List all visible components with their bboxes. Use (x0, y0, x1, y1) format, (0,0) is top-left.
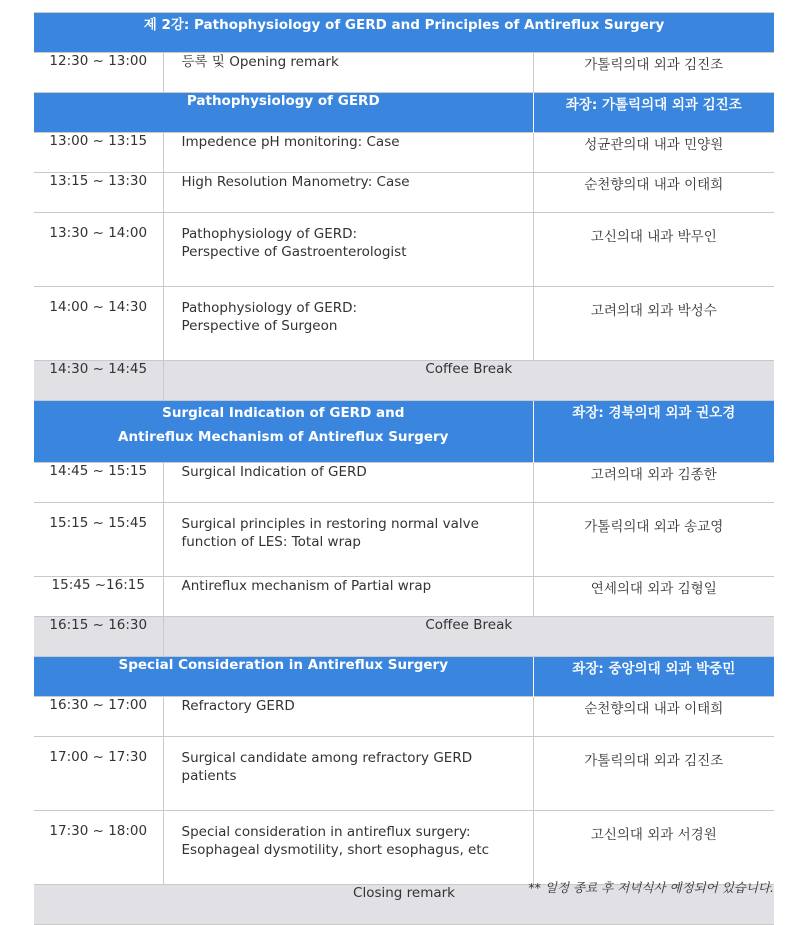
schedule-row (34, 811, 774, 885)
session-speaker: 고려의대 외과 김종한 (533, 463, 774, 503)
lecture-title: 제 2강: Pathophysiology of GERD and Principles of Antireflux Surgery (34, 13, 774, 53)
schedule-row (34, 463, 774, 503)
session-time: 13:00 ~ 13:15 (34, 133, 163, 173)
lecture-header-row (34, 13, 774, 53)
session-title: High Resolution Manometry: Case (163, 173, 533, 213)
session-time: 16:30 ~ 17:00 (34, 697, 163, 737)
session-title: Antireflux mechanism of Partial wrap (163, 577, 533, 617)
section-title: Surgical Indication of GERD and Antireflux Mechanism of Antireflux Surgery (34, 401, 533, 463)
session-title: Refractory GERD (163, 697, 533, 737)
session-time: 15:45 ~16:15 (34, 577, 163, 617)
section-title: Pathophysiology of GERD (34, 93, 533, 133)
session-title: Impedence pH monitoring: Case (163, 133, 533, 173)
schedule-row (34, 737, 774, 811)
section-header-row (34, 657, 774, 697)
session-speaker: 순천향의대 내과 이태희 (533, 173, 774, 213)
session-title: 등록 및 Opening remark (163, 53, 533, 93)
footnote: ** 일정 종료 후 저녁식사 예정되어 있습니다. (528, 880, 774, 895)
session-time: 15:15 ~ 15:45 (34, 503, 163, 577)
schedule-row (34, 697, 774, 737)
break-time: 14:30 ~ 14:45 (34, 361, 163, 401)
session-speaker: 고려의대 외과 박성수 (533, 287, 774, 361)
schedule-row (34, 503, 774, 577)
session-time: 13:30 ~ 14:00 (34, 213, 163, 287)
break-row (34, 361, 774, 401)
break-label: Coffee Break (163, 617, 774, 657)
session-time: 17:00 ~ 17:30 (34, 737, 163, 811)
session-time: 12:30 ~ 13:00 (34, 53, 163, 93)
schedule-row (34, 213, 774, 287)
session-speaker: 가톨릭의대 외과 김진조 (533, 737, 774, 811)
session-title: Surgical principles in restoring normal valve function of LES: Total wrap (163, 503, 533, 577)
section-header-row (34, 93, 774, 133)
section-title: Special Consideration in Antireflux Surgery (34, 657, 533, 697)
session-speaker: 가톨릭의대 외과 송교영 (533, 503, 774, 577)
session-time: 14:45 ~ 15:15 (34, 463, 163, 503)
schedule-table (34, 12, 774, 925)
session-title: Pathophysiology of GERD: Perspective of Gastroenterologist (163, 213, 533, 287)
section-header-row (34, 401, 774, 463)
session-speaker: 고신의대 내과 박무인 (533, 213, 774, 287)
session-title: Special consideration in antireflux surgery: Esophageal dysmotility, short esophagus, etc (163, 811, 533, 885)
break-row (34, 617, 774, 657)
session-time: 14:00 ~ 14:30 (34, 287, 163, 361)
session-speaker: 고신의대 외과 서경원 (533, 811, 774, 885)
session-speaker: 순천향의대 내과 이태희 (533, 697, 774, 737)
session-title: Pathophysiology of GERD: Perspective of Surgeon (163, 287, 533, 361)
session-speaker: 연세의대 외과 김형일 (533, 577, 774, 617)
session-speaker: 가톨릭의대 외과 김진조 (533, 53, 774, 93)
session-time: 17:30 ~ 18:00 (34, 811, 163, 885)
schedule-row (34, 133, 774, 173)
session-title: Surgical candidate among refractory GERD patients (163, 737, 533, 811)
schedule-row (34, 173, 774, 213)
session-time: 13:15 ~ 13:30 (34, 173, 163, 213)
schedule-row (34, 577, 774, 617)
break-time: 16:15 ~ 16:30 (34, 617, 163, 657)
closing-label: Closing remark (34, 885, 774, 925)
session-speaker: 성균관의대 내과 민양원 (533, 133, 774, 173)
section-chair: 좌장: 경북의대 외과 권오경 (533, 401, 774, 463)
section-chair: 좌장: 중앙의대 외과 박중민 (533, 657, 774, 697)
break-label: Coffee Break (163, 361, 774, 401)
schedule-row (34, 287, 774, 361)
session-title: Surgical Indication of GERD (163, 463, 533, 503)
schedule-row (34, 53, 774, 93)
section-chair: 좌장: 가톨릭의대 외과 김진조 (533, 93, 774, 133)
